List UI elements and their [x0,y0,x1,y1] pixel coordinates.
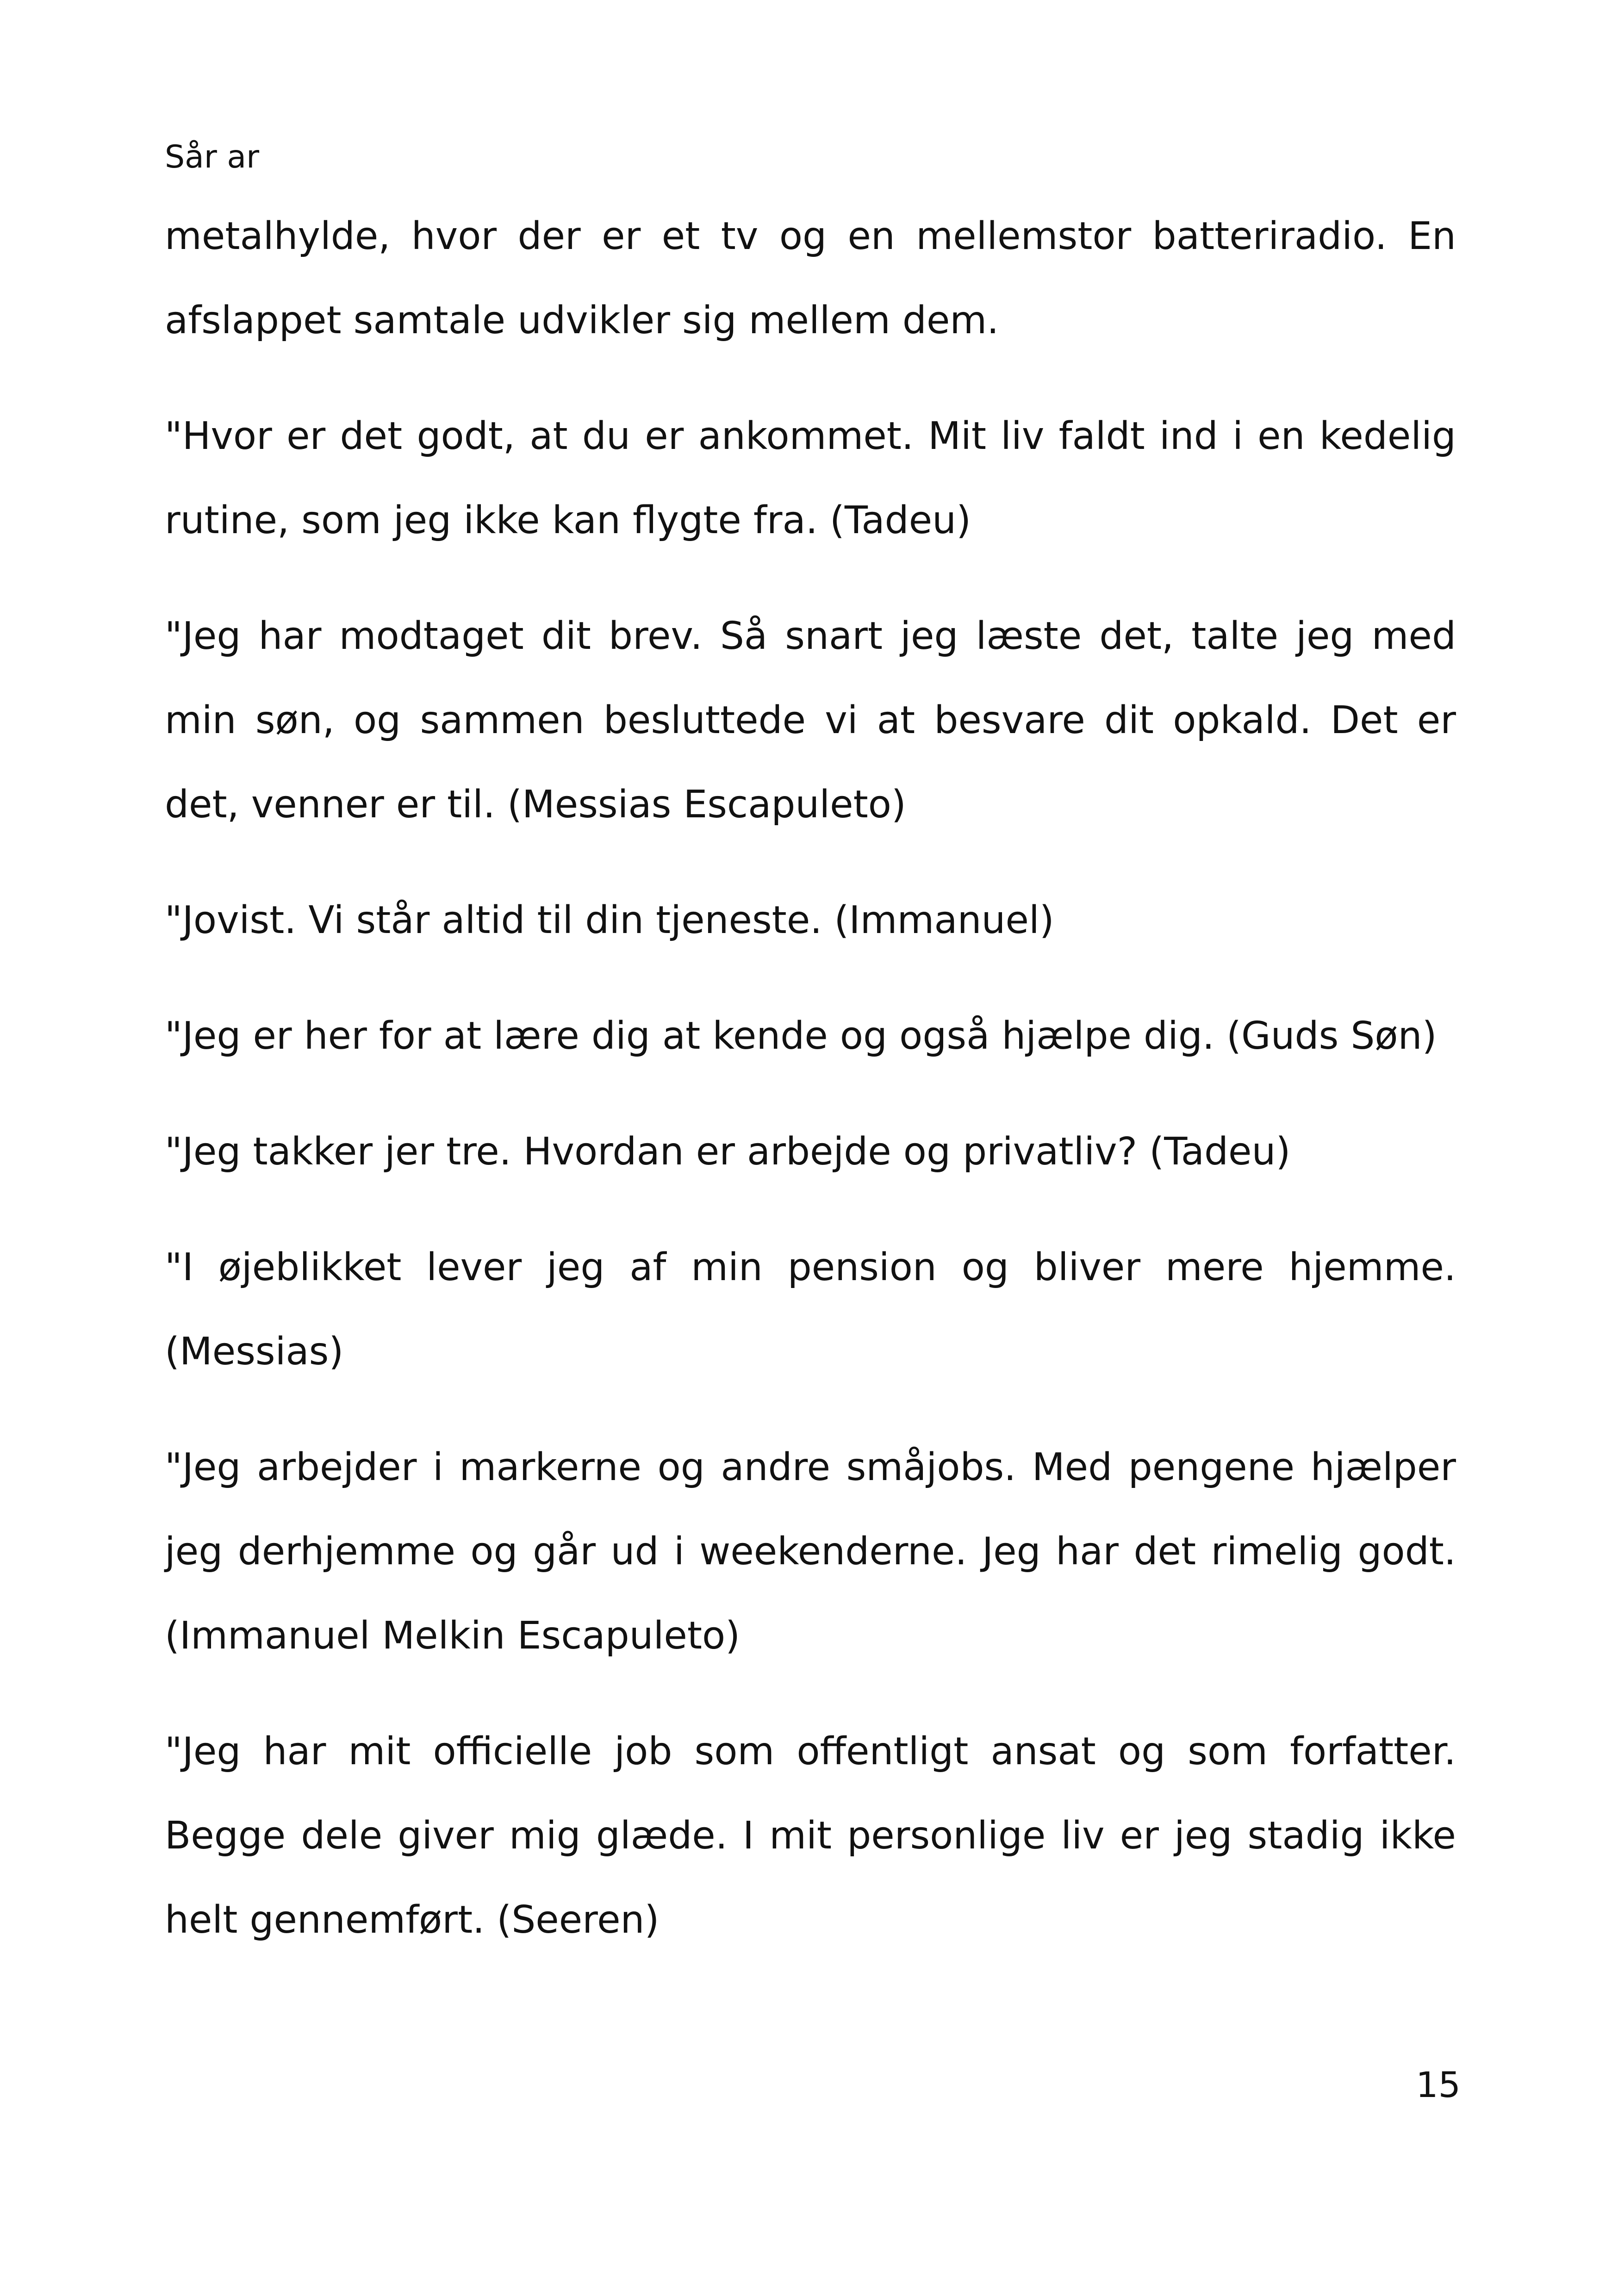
paragraph: "Jeg er her for at lære dig at kende og også hjælpe dig. (Guds Søn) [165,1014,1437,1058]
paragraph: metalhylde, hvor der er et tv og en mellemstor batteriradio. En afslappet samtale udvikler sig mellem dem. [165,214,1456,342]
paragraph: "Jeg har modtaget dit brev. Så snart jeg læste det, talte jeg med min søn, og sammen besluttede vi at besvare dit opkald. Det er det, venner er til. (Messias Escapuleto) [165,614,1456,827]
paragraph: "Jeg arbejder i markerne og andre småjobs. Med pengene hjælper jeg derhjemme og går ud i weekenderne. Jeg har det rimelig godt. (Immanuel Melkin Escapuleto) [165,1445,1456,1658]
paragraph: "Jeg har mit officielle job som offentligt ansat og som forfatter. Begge dele giver mig glæde. I mit personlige liv er jeg stadig ikke helt gennemført. (Seeren) [165,1730,1456,1942]
paragraph: "Jovist. Vi står altid til din tjeneste. (Immanuel) [165,898,1054,942]
page-number: 15 [1416,2064,1461,2105]
body-text [165,194,1456,1994]
running-header: Sår ar [165,139,260,175]
paragraph: "Hvor er det godt, at du er ankommet. Mit liv faldt ind i en kedelig rutine, som jeg ikke kan flygte fra. (Tadeu) [165,414,1456,542]
paragraph: "Jeg takker jer tre. Hvordan er arbejde og privatliv? (Tadeu) [165,1130,1291,1174]
paragraph: "I øjeblikket lever jeg af min pension og bliver mere hjemme. (Messias) [165,1245,1456,1374]
